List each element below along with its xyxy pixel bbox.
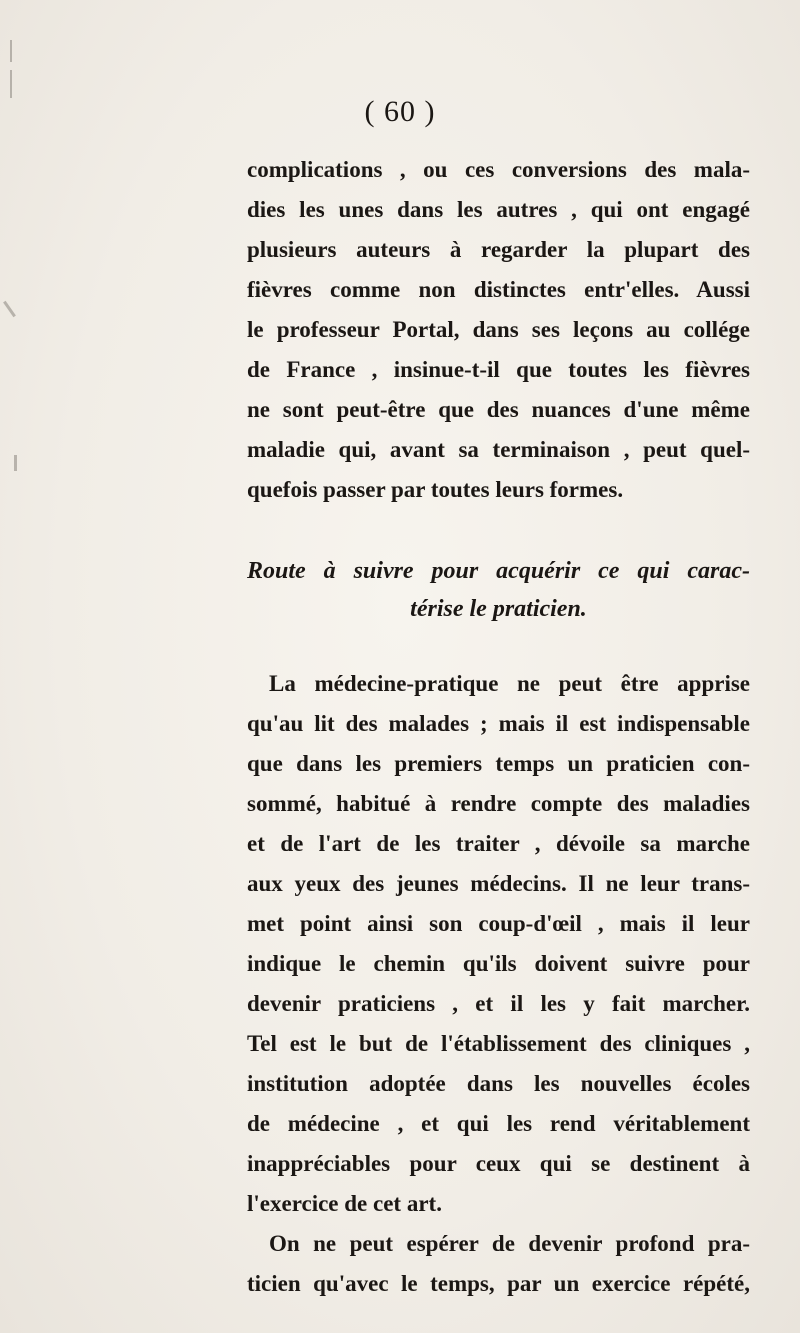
text-line: l'exercice de cet art. — [247, 1191, 442, 1216]
text-line: inappréciables pour ceux qui se destinent à — [247, 1151, 750, 1176]
heading-line: térise le praticien. — [410, 596, 587, 622]
text-line: maladie qui, avant sa terminaison , peut quel- — [247, 437, 750, 462]
text-line: fièvres comme non distinctes entr'elles. Aussi — [247, 277, 750, 302]
page-number: ( 60 ) — [364, 95, 436, 128]
section-heading — [247, 552, 750, 628]
text-line: On ne peut espérer de devenir profond pra- — [269, 1231, 750, 1256]
paragraph — [247, 150, 750, 510]
body-text — [247, 150, 750, 1304]
text-line: le professeur Portal, dans ses leçons au collége — [247, 317, 750, 342]
text-line: devenir praticiens , et il les y fait marcher. — [247, 991, 750, 1016]
left-edge-mark — [14, 455, 17, 471]
text-line: aux yeux des jeunes médecins. Il ne leur trans- — [247, 871, 750, 896]
text-line: institution adoptée dans les nouvelles écoles — [247, 1071, 750, 1096]
text-line: de médecine , et qui les rend véritablement — [247, 1111, 750, 1136]
text-line: et de l'art de les traiter , dévoile sa marche — [247, 831, 750, 856]
text-line: sommé, habitué à rendre compte des maladies — [247, 791, 750, 816]
text-line: qu'au lit des malades ; mais il est indispensable — [247, 711, 750, 736]
text-line: quefois passer par toutes leurs formes. — [247, 477, 624, 502]
left-edge-mark — [10, 70, 12, 98]
paragraph — [247, 664, 750, 1224]
text-line: met point ainsi son coup-d'œil , mais il leur — [247, 911, 750, 936]
text-line: Tel est le but de l'établissement des cliniques , — [247, 1031, 750, 1056]
text-line: de France , insinue-t-il que toutes les fièvres — [247, 357, 750, 382]
text-line: La médecine-pratique ne peut être apprise — [269, 671, 750, 696]
text-line: indique le chemin qu'ils doivent suivre pour — [247, 951, 750, 976]
left-edge-mark — [3, 301, 16, 317]
text-line: que dans les premiers temps un praticien con- — [247, 751, 750, 776]
text-line: ticien qu'avec le temps, par un exercice répété, — [247, 1271, 750, 1296]
text-line: dies les unes dans les autres , qui ont engagé — [247, 197, 750, 222]
heading-line: Route à suivre pour acquérir ce qui carac- — [247, 558, 750, 584]
text-line: plusieurs auteurs à regarder la plupart des — [247, 237, 750, 262]
text-line: ne sont peut-être que des nuances d'une même — [247, 397, 750, 422]
text-line: complications , ou ces conversions des mala- — [247, 157, 750, 182]
left-edge-mark — [10, 40, 12, 62]
paragraph — [247, 1224, 750, 1304]
